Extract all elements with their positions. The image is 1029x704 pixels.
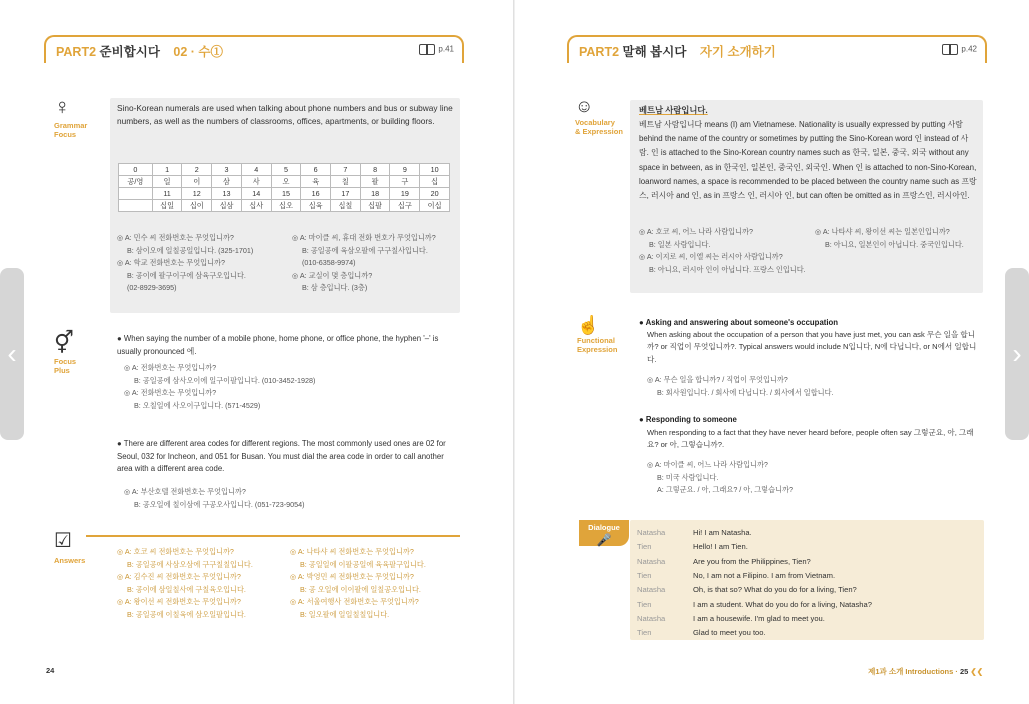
focus-bullet-2: ● There are different area codes for different regions. The most commonly used ones are 02 for Seoul, 032 for Incheon, and 051 for Busan. You must dial the area code in order to call another area with a different area code. xyxy=(117,439,446,473)
left-topic: 02 · 수① xyxy=(173,45,224,59)
left-part-label: PART2 xyxy=(56,45,97,59)
example-line: B: 회사원입니다. / 회사에 다닙니다. / 회사에서 일합니다. xyxy=(657,387,834,397)
vocab-label: Vocabulary & Expression xyxy=(575,118,623,136)
dialogue-speaker: Natasha xyxy=(637,528,666,537)
table-cell: 10 xyxy=(420,164,450,176)
table-cell: 14 xyxy=(241,188,271,200)
example-line: ◎ A: 나타샤 씨, 왕이선 씨는 일본인입니까? xyxy=(815,227,950,236)
answer-line: B: 공일공에 이칠육에 삼오일팔입니다. xyxy=(127,609,246,619)
table-cell: 20 xyxy=(420,188,450,200)
answer-line: ◎ A: 박영민 씨 전화번호는 무엇입니까? xyxy=(290,572,414,581)
table-cell: 십 xyxy=(420,176,450,188)
next-page-button[interactable] xyxy=(1005,268,1029,440)
vocab-examples-col1 xyxy=(639,226,806,276)
answer-line: B: 일오팔에 일일칠칠입니다. xyxy=(300,609,390,619)
table-cell: 십칠 xyxy=(331,200,361,212)
dialogue-speaker: Tien xyxy=(637,570,652,580)
table-cell: 5 xyxy=(271,164,301,176)
table-cell: 4 xyxy=(241,164,271,176)
right-footer: 제1과 소개 Introductions · 25 ❮❮ xyxy=(868,667,983,676)
functional-bullet-1-body: When asking about the occupation of a person that you have just met, you can ask 무슨 일을 합니까? or 직업이 무엇입니까?. Typical answers would include N입니다, N에 다닙니다, or N에서 일합니다. xyxy=(647,330,977,364)
table-cell: 칠 xyxy=(331,176,361,188)
functional-bullet-2-title: ● Responding to someone xyxy=(639,415,737,424)
speech-face-icon: ☺ xyxy=(575,96,594,116)
example-line: ◎ A: 전화번호는 무엇입니까? xyxy=(124,363,217,372)
vocab-examples-col2 xyxy=(815,226,964,251)
left-page-ref xyxy=(419,44,454,55)
table-cell: 육 xyxy=(301,176,331,188)
dialogue-text: I am a student. What do you do for a living, Natasha? xyxy=(693,599,872,609)
answers-col2 xyxy=(290,546,426,621)
example-line: B: 삼 층입니다. (3층) xyxy=(302,283,368,292)
answers-divider xyxy=(86,535,460,537)
table-cell: 9 xyxy=(390,164,420,176)
double-chevron-icon: ❮❮ xyxy=(970,667,983,676)
example-line: ◎ A: 마이클 씨, 어느 나라 사람입니까? xyxy=(647,460,768,469)
dialogue-speaker: Tien xyxy=(637,599,652,609)
table-row xyxy=(119,164,450,176)
left-header-title xyxy=(56,42,223,60)
right-page xyxy=(515,0,1029,704)
dialogue-speaker: Natasha xyxy=(637,556,666,566)
table-cell: 18 xyxy=(360,188,390,200)
example-line: B: 오칠일에 사오이구입니다. (571-4529) xyxy=(134,400,261,410)
dialogue-text: Are you from the Philippines, Tien? xyxy=(693,556,811,566)
book-icon xyxy=(419,44,435,55)
example-line: (010-6358-9974) xyxy=(302,258,356,267)
microphone-icon: 🎤 xyxy=(596,533,612,547)
focus-bullet-1: ● When saying the number of a mobile phone, home phone, or office phone, the hyphen '–' is usually pronounced 에. xyxy=(117,334,439,356)
example-line: B: 삼이오에 일칠공일입니다. (325-1701) xyxy=(127,245,254,255)
left-page xyxy=(0,0,514,704)
table-cell: 이 xyxy=(182,176,212,188)
dialogue-text: Hi! I am Natasha. xyxy=(693,528,752,537)
chevron-left-icon: ‹ xyxy=(7,338,17,369)
example-line: B: 일본 사람입니다. xyxy=(649,239,711,249)
table-cell: 11 xyxy=(152,188,182,200)
grammar-intro: Sino-Korean numerals are used when talking about phone numbers and bus or subway line numbers, as well as the numbers of classrooms, offices, apartments, or building floors. xyxy=(117,103,453,127)
female-symbol-icon: ♀ xyxy=(54,94,71,119)
table-cell: 십팔 xyxy=(360,200,390,212)
table-cell: 십구 xyxy=(390,200,420,212)
dialogue-speaker: Tien xyxy=(637,628,652,638)
hand-wave-icon: ☝ xyxy=(577,315,600,335)
answer-line: ◎ A: 김수진 씨 전화번호는 무엇입니까? xyxy=(117,572,241,581)
table-cell: 십사 xyxy=(241,200,271,212)
example-line: B: 공일공에 육삼오팔에 구구칠사입니다. xyxy=(302,245,428,255)
table-cell: 십육 xyxy=(301,200,331,212)
answers-label: Answers xyxy=(54,556,86,565)
table-cell: 0 xyxy=(119,164,153,176)
table-cell: 13 xyxy=(212,188,242,200)
example-line: B: 아니요, 일본인이 아닙니다. 중국인입니다. xyxy=(825,239,964,249)
focus-bullet-2-examples xyxy=(124,486,304,511)
example-line: ◎ A: 무슨 일을 합니까? / 직업이 무엇입니까? xyxy=(647,375,788,384)
table-cell: 3 xyxy=(212,164,242,176)
male-female-icon: ⚥ xyxy=(54,330,74,355)
left-header xyxy=(44,35,464,63)
example-line: B: 공일공에 삼사오이에 일구이팔입니다. (010-3452-1928) xyxy=(134,375,316,385)
grammar-examples-col2 xyxy=(292,232,436,295)
answer-line: B: 공일일에 이팔공일에 육육팔구입니다. xyxy=(300,559,426,569)
table-cell: 2 xyxy=(182,164,212,176)
dialogue-text: I am a housewife. I'm glad to meet you. xyxy=(693,613,825,623)
table-cell: 삼 xyxy=(212,176,242,188)
table-row xyxy=(119,200,450,212)
example-line: A: 그렇군요. / 아, 그래요? / 아, 그렇습니까? xyxy=(657,485,793,494)
book-icon xyxy=(942,44,958,55)
dialogue-speaker: Natasha xyxy=(637,613,666,623)
table-cell: 8 xyxy=(360,164,390,176)
right-part-label: PART2 xyxy=(579,45,620,59)
vocab-title: 베트남 사람입니다. xyxy=(639,105,708,115)
right-section-title: 말해 봅시다 xyxy=(622,45,687,59)
answer-line: B: 공 오일에 이이팔에 일칠공오입니다. xyxy=(300,584,421,594)
answer-line: ◎ A: 왕이선 씨 전화번호는 무엇입니까? xyxy=(117,597,241,606)
table-cell: 일 xyxy=(152,176,182,188)
dialogue-text: Oh, is that so? What do you do for a living, Tien? xyxy=(693,585,857,595)
table-cell: 십이 xyxy=(182,200,212,212)
table-cell: 이십 xyxy=(420,200,450,212)
vocab-body: 베트남 사람입니다 means (I) am Vietnamese. Nationality is usually expressed by putting 사람 behind the name of the country or sometimes by putting the Sino-Korean word 인 instead of 사람. 인 is attached to the Sino-Korean country names such as 한국, 일본, 중국, 외국 without any space in between, as in 한국인, 일본인, 중국인, 외국인. When 인 is attached to non-Sino-Korean, loanword names, a space is recommended to be placed between the country name such as 프랑스, 러시아 and 인, as in 프랑스 인, 러시아 인, but can often be omitted as in 프랑스인, 러시아인. xyxy=(639,120,977,201)
answer-line: B: 공일공에 사삼오삼에 구구칠칠입니다. xyxy=(127,559,253,569)
grammar-focus-label: Grammar Focus xyxy=(54,121,88,139)
right-page-ref xyxy=(942,44,977,55)
right-page-number: 25 xyxy=(959,667,969,676)
table-cell: 12 xyxy=(182,188,212,200)
table-row xyxy=(119,176,450,188)
grammar-examples-col1 xyxy=(117,232,253,295)
functional-bullet-1-examples xyxy=(647,374,834,399)
answer-line: ◎ A: 서울여행사 전화번호는 무엇입니까? xyxy=(290,597,419,606)
dialogue-text: No, I am not a Filipino. I am from Vietnam. xyxy=(693,570,836,580)
functional-bullet-1-title: ● Asking and answering about someone's occupation xyxy=(639,318,839,327)
focus-plus-label: Focus Plus xyxy=(54,357,77,375)
focus-bullet-1-examples xyxy=(124,362,315,412)
functional-label: Functional Expression xyxy=(577,336,618,354)
answer-line: ◎ A: 나타샤 씨 전화번호는 무엇입니까? xyxy=(290,547,414,556)
table-cell: 구 xyxy=(390,176,420,188)
example-line: ◎ A: 학교 전화번호는 무엇입니까? xyxy=(117,258,225,267)
answer-line: ◎ A: 호코 씨 전화번호는 무엇입니까? xyxy=(117,547,234,556)
table-cell xyxy=(119,200,153,212)
table-cell: 17 xyxy=(331,188,361,200)
dialogue-text: Hello! I am Tien. xyxy=(693,542,748,552)
left-page-number: 24 xyxy=(46,666,55,675)
table-cell: 사 xyxy=(241,176,271,188)
table-row xyxy=(119,188,450,200)
table-cell: 19 xyxy=(390,188,420,200)
table-cell xyxy=(119,188,153,200)
right-page-ref-text: p.42 xyxy=(961,44,977,54)
footer-chapter: 제1과 소개 Introductions xyxy=(868,667,954,676)
table-cell: 십오 xyxy=(271,200,301,212)
functional-bullet-2-body: When responding to a fact that they have never heard before, people often say 그렇군요, 아, 그래요? or 아, 그렇습니까?. xyxy=(647,428,974,450)
table-cell: 공/영 xyxy=(119,176,153,188)
dialogue-tab xyxy=(579,520,629,546)
table-cell: 팔 xyxy=(360,176,390,188)
example-line: ◎ A: 부산호텔 전화번호는 무엇입니까? xyxy=(124,487,246,496)
table-cell: 15 xyxy=(271,188,301,200)
example-line: ◎ A: 마이클 씨, 휴대 전화 번호가 무엇입니까? xyxy=(292,233,436,242)
example-line: B: 아니요, 러시아 인이 아닙니다. 프랑스 인입니다. xyxy=(649,264,806,274)
left-page-ref-text: p.41 xyxy=(438,44,454,54)
right-topic: 자기 소개하기 xyxy=(699,45,776,59)
table-cell: 6 xyxy=(301,164,331,176)
example-line: ◎ A: 교실이 몇 층입니까? xyxy=(292,270,373,280)
table-cell: 십삼 xyxy=(212,200,242,212)
left-section-title: 준비합시다 xyxy=(99,45,160,59)
checkbox-icon: ☑ xyxy=(54,530,72,552)
table-cell: 십일 xyxy=(152,200,182,212)
dialogue-speaker: Tien xyxy=(637,542,652,552)
answer-line: B: 공이에 삼일칠사에 구칠육오입니다. xyxy=(127,584,246,594)
right-header xyxy=(567,35,987,63)
example-line: ◎ A: 민수 씨 전화번호는 무엇입니까? xyxy=(117,233,234,242)
example-line: B: 공이에 팔구이구에 삼육구오입니다. xyxy=(127,270,246,280)
answers-col1 xyxy=(117,546,253,621)
example-line: ◎ A: 호코 씨, 어느 나라 사람입니까? xyxy=(639,227,753,236)
prev-page-button[interactable] xyxy=(0,268,24,440)
table-cell: 1 xyxy=(152,164,182,176)
functional-bullet-2-examples xyxy=(647,459,793,497)
example-line: (02-8929-3695) xyxy=(127,283,177,292)
example-line: B: 미국 사람입니다. xyxy=(657,472,719,482)
example-line: ◎ A: 이지로 씨, 이엘 씨는 러시아 사람입니까? xyxy=(639,252,783,261)
chevron-right-icon: › xyxy=(1012,338,1022,369)
dialogue-speaker: Natasha xyxy=(637,585,666,595)
right-header-title xyxy=(579,42,776,60)
dialogue-label: Dialogue xyxy=(588,523,620,532)
table-cell: 오 xyxy=(271,176,301,188)
table-cell: 16 xyxy=(301,188,331,200)
example-line: B: 공오일에 칠이삼에 구공오사입니다. (051-723-9054) xyxy=(134,499,305,509)
example-line: ◎ A: 전화번호는 무엇입니까? xyxy=(124,388,217,397)
numbers-table xyxy=(118,163,450,212)
table-cell: 7 xyxy=(331,164,361,176)
dialogue-text: Glad to meet you too. xyxy=(693,628,766,638)
